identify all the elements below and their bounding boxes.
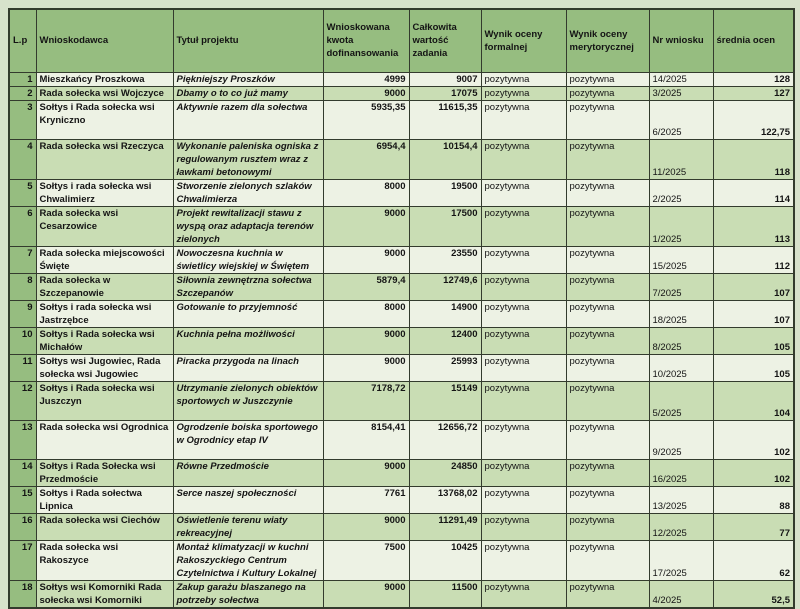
table-row: [9, 354, 794, 381]
cell-lp: 15: [9, 486, 36, 513]
cell-wnioskodawca: Rada sołecka wsi Ciechów: [36, 513, 173, 540]
cell-wynik-formalnej: pozytywna: [481, 513, 566, 540]
cell-calkowita-wartosc: 13768,02: [409, 486, 481, 513]
table-row: [9, 206, 794, 246]
cell-lp: 7: [9, 246, 36, 273]
cell-nr-wniosku: 1/2025: [649, 206, 713, 246]
table-row: [9, 420, 794, 459]
cell-calkowita-wartosc: 11500: [409, 580, 481, 608]
cell-wynik-formalnej: pozytywna: [481, 540, 566, 580]
cell-wynik-merytorycznej: pozytywna: [566, 327, 649, 354]
cell-nr-wniosku: 4/2025: [649, 580, 713, 608]
cell-wynik-merytorycznej: pozytywna: [566, 354, 649, 381]
cell-wnioskodawca: Rada sołecka w Szczepanowie: [36, 273, 173, 300]
cell-calkowita-wartosc: 17500: [409, 206, 481, 246]
table-row: [9, 72, 794, 86]
cell-srednia-ocen: 77: [713, 513, 794, 540]
cell-lp: 1: [9, 72, 36, 86]
cell-tytul-projektu: Oświetlenie terenu wiaty rekreacyjnej: [173, 513, 323, 540]
cell-tytul-projektu: Ogrodzenie boiska sportowego w Ogrodnicy etap IV: [173, 420, 323, 459]
cell-wynik-formalnej: pozytywna: [481, 486, 566, 513]
cell-tytul-projektu: Wykonanie paleniska ogniska z regulowanym rusztem wraz z ławkami betonowymi: [173, 139, 323, 179]
cell-wnioskowana-kwota: 9000: [323, 513, 409, 540]
cell-wnioskowana-kwota: 5879,4: [323, 273, 409, 300]
cell-nr-wniosku: 16/2025: [649, 459, 713, 486]
cell-nr-wniosku: 10/2025: [649, 354, 713, 381]
cell-wynik-formalnej: pozytywna: [481, 139, 566, 179]
cell-wnioskodawca: Rada sołecka wsi Ogrodnica: [36, 420, 173, 459]
cell-srednia-ocen: 107: [713, 273, 794, 300]
cell-calkowita-wartosc: 9007: [409, 72, 481, 86]
cell-srednia-ocen: 88: [713, 486, 794, 513]
table-row: [9, 580, 794, 608]
cell-lp: 6: [9, 206, 36, 246]
cell-wnioskodawca: Sołtys i Rada sołecka wsi Michałów: [36, 327, 173, 354]
cell-srednia-ocen: 112: [713, 246, 794, 273]
cell-wnioskodawca: Rada sołecka wsi Wojczyce: [36, 86, 173, 100]
cell-nr-wniosku: 15/2025: [649, 246, 713, 273]
cell-srednia-ocen: 122,75: [713, 100, 794, 139]
cell-lp: 8: [9, 273, 36, 300]
table-row: [9, 327, 794, 354]
table-row: [9, 540, 794, 580]
cell-srednia-ocen: 105: [713, 354, 794, 381]
cell-wynik-formalnej: pozytywna: [481, 179, 566, 206]
cell-wynik-merytorycznej: pozytywna: [566, 86, 649, 100]
cell-wynik-merytorycznej: pozytywna: [566, 72, 649, 86]
table-row: [9, 86, 794, 100]
cell-wnioskodawca: Sołtys i rada sołecka wsi Jastrzębce: [36, 300, 173, 327]
cell-lp: 13: [9, 420, 36, 459]
cell-lp: 3: [9, 100, 36, 139]
table-row: [9, 381, 794, 420]
col-header-calkowita-wartosc: Całkowita wartość zadania: [409, 9, 481, 72]
col-header-wnioskowana-kwota: Wnioskowana kwota dofinansowania: [323, 9, 409, 72]
table-header: [9, 9, 794, 72]
cell-wynik-merytorycznej: pozytywna: [566, 246, 649, 273]
cell-wynik-formalnej: pozytywna: [481, 327, 566, 354]
cell-wnioskodawca: Sołtys wsi Komorniki Rada sołecka wsi Komorniki: [36, 580, 173, 608]
cell-wynik-merytorycznej: pozytywna: [566, 381, 649, 420]
cell-nr-wniosku: 11/2025: [649, 139, 713, 179]
cell-wnioskodawca: Rada sołecka wsi Rakoszyce: [36, 540, 173, 580]
table-row: [9, 179, 794, 206]
cell-wynik-merytorycznej: pozytywna: [566, 206, 649, 246]
cell-calkowita-wartosc: 17075: [409, 86, 481, 100]
cell-calkowita-wartosc: 12400: [409, 327, 481, 354]
cell-calkowita-wartosc: 14900: [409, 300, 481, 327]
cell-wynik-merytorycznej: pozytywna: [566, 420, 649, 459]
cell-wnioskodawca: Mieszkańcy Proszkowa: [36, 72, 173, 86]
cell-calkowita-wartosc: 23550: [409, 246, 481, 273]
cell-nr-wniosku: 8/2025: [649, 327, 713, 354]
col-header-nr-wniosku: Nr wniosku: [649, 9, 713, 72]
cell-wynik-merytorycznej: pozytywna: [566, 540, 649, 580]
cell-wynik-formalnej: pozytywna: [481, 273, 566, 300]
table-row: [9, 513, 794, 540]
cell-wnioskodawca: Rada sołecka wsi Cesarzowice: [36, 206, 173, 246]
cell-wnioskowana-kwota: 9000: [323, 327, 409, 354]
cell-lp: 14: [9, 459, 36, 486]
cell-lp: 17: [9, 540, 36, 580]
col-header-srednia-ocen: średnia ocen: [713, 9, 794, 72]
cell-calkowita-wartosc: 24850: [409, 459, 481, 486]
cell-tytul-projektu: Utrzymanie zielonych obiektów sportowych w Juszczynie: [173, 381, 323, 420]
cell-wnioskowana-kwota: 7178,72: [323, 381, 409, 420]
table-row: [9, 246, 794, 273]
cell-wynik-merytorycznej: pozytywna: [566, 273, 649, 300]
cell-tytul-projektu: Zakup garażu blaszanego na potrzeby sołectwa: [173, 580, 323, 608]
cell-lp: 4: [9, 139, 36, 179]
cell-srednia-ocen: 52,5: [713, 580, 794, 608]
cell-wynik-formalnej: pozytywna: [481, 206, 566, 246]
cell-wynik-formalnej: pozytywna: [481, 300, 566, 327]
cell-lp: 12: [9, 381, 36, 420]
cell-srednia-ocen: 102: [713, 459, 794, 486]
cell-tytul-projektu: Równe Przedmoście: [173, 459, 323, 486]
header-row: [9, 9, 794, 72]
cell-calkowita-wartosc: 15149: [409, 381, 481, 420]
cell-wnioskodawca: Sołtys i Rada sołecka wsi Kryniczno: [36, 100, 173, 139]
cell-tytul-projektu: Siłownia zewnętrzna sołectwa Szczepanów: [173, 273, 323, 300]
cell-calkowita-wartosc: 11615,35: [409, 100, 481, 139]
cell-lp: 11: [9, 354, 36, 381]
cell-lp: 16: [9, 513, 36, 540]
cell-wnioskodawca: Sołtys i rada sołecka wsi Chwalimierz: [36, 179, 173, 206]
cell-tytul-projektu: Piękniejszy Proszków: [173, 72, 323, 86]
cell-calkowita-wartosc: 12749,6: [409, 273, 481, 300]
cell-wnioskowana-kwota: 8154,41: [323, 420, 409, 459]
col-header-wynik-merytorycznej: Wynik oceny merytorycznej: [566, 9, 649, 72]
cell-wnioskowana-kwota: 7500: [323, 540, 409, 580]
cell-lp: 10: [9, 327, 36, 354]
cell-nr-wniosku: 6/2025: [649, 100, 713, 139]
col-header-lp: L.p: [9, 9, 36, 72]
cell-calkowita-wartosc: 12656,72: [409, 420, 481, 459]
cell-srednia-ocen: 118: [713, 139, 794, 179]
cell-nr-wniosku: 12/2025: [649, 513, 713, 540]
cell-wnioskowana-kwota: 4999: [323, 72, 409, 86]
table-row: [9, 273, 794, 300]
cell-wnioskodawca: Sołtys i Rada sołectwa Lipnica: [36, 486, 173, 513]
cell-wynik-merytorycznej: pozytywna: [566, 580, 649, 608]
spreadsheet-print-area: [8, 8, 795, 609]
cell-srednia-ocen: 62: [713, 540, 794, 580]
cell-nr-wniosku: 2/2025: [649, 179, 713, 206]
cell-srednia-ocen: 114: [713, 179, 794, 206]
cell-calkowita-wartosc: 25993: [409, 354, 481, 381]
cell-srednia-ocen: 104: [713, 381, 794, 420]
cell-srednia-ocen: 128: [713, 72, 794, 86]
cell-wynik-formalnej: pozytywna: [481, 459, 566, 486]
cell-wynik-merytorycznej: pozytywna: [566, 513, 649, 540]
cell-wynik-formalnej: pozytywna: [481, 86, 566, 100]
table-row: [9, 459, 794, 486]
cell-nr-wniosku: 3/2025: [649, 86, 713, 100]
cell-wynik-formalnej: pozytywna: [481, 580, 566, 608]
cell-tytul-projektu: Gotowanie to przyjemność: [173, 300, 323, 327]
cell-tytul-projektu: Stworzenie zielonych szlaków Chwalimierza: [173, 179, 323, 206]
cell-tytul-projektu: Dbamy o to co już mamy: [173, 86, 323, 100]
cell-wnioskowana-kwota: 7761: [323, 486, 409, 513]
cell-nr-wniosku: 18/2025: [649, 300, 713, 327]
cell-wnioskowana-kwota: 9000: [323, 86, 409, 100]
table-row: [9, 486, 794, 513]
cell-wnioskowana-kwota: 9000: [323, 580, 409, 608]
cell-wnioskowana-kwota: 8000: [323, 179, 409, 206]
cell-nr-wniosku: 13/2025: [649, 486, 713, 513]
cell-tytul-projektu: Nowoczesna kuchnia w świetlicy wiejskiej w Świętem: [173, 246, 323, 273]
cell-wynik-merytorycznej: pozytywna: [566, 300, 649, 327]
cell-wnioskodawca: Rada sołecka miejscowości Święte: [36, 246, 173, 273]
cell-calkowita-wartosc: 11291,49: [409, 513, 481, 540]
cell-wnioskowana-kwota: 9000: [323, 354, 409, 381]
cell-wynik-merytorycznej: pozytywna: [566, 459, 649, 486]
cell-wynik-merytorycznej: pozytywna: [566, 100, 649, 139]
cell-wynik-formalnej: pozytywna: [481, 72, 566, 86]
cell-calkowita-wartosc: 19500: [409, 179, 481, 206]
col-header-wynik-formalnej: Wynik oceny formalnej: [481, 9, 566, 72]
cell-wnioskowana-kwota: 9000: [323, 459, 409, 486]
cell-nr-wniosku: 14/2025: [649, 72, 713, 86]
cell-nr-wniosku: 5/2025: [649, 381, 713, 420]
cell-srednia-ocen: 102: [713, 420, 794, 459]
cell-wnioskowana-kwota: 9000: [323, 206, 409, 246]
cell-srednia-ocen: 107: [713, 300, 794, 327]
cell-wnioskowana-kwota: 6954,4: [323, 139, 409, 179]
table-row: [9, 300, 794, 327]
cell-wnioskodawca: Rada sołecka wsi Rzeczyca: [36, 139, 173, 179]
table-row: [9, 100, 794, 139]
table-row: [9, 139, 794, 179]
cell-tytul-projektu: Piracka przygoda na linach: [173, 354, 323, 381]
cell-lp: 9: [9, 300, 36, 327]
cell-lp: 18: [9, 580, 36, 608]
cell-tytul-projektu: Projekt rewitalizacji stawu z wyspą oraz adaptacja terenów zielonych: [173, 206, 323, 246]
cell-calkowita-wartosc: 10425: [409, 540, 481, 580]
cell-wnioskowana-kwota: 9000: [323, 246, 409, 273]
cell-nr-wniosku: 9/2025: [649, 420, 713, 459]
projects-results-table: [8, 8, 795, 609]
cell-wynik-formalnej: pozytywna: [481, 420, 566, 459]
cell-calkowita-wartosc: 10154,4: [409, 139, 481, 179]
cell-wynik-formalnej: pozytywna: [481, 381, 566, 420]
cell-wynik-merytorycznej: pozytywna: [566, 179, 649, 206]
cell-tytul-projektu: Montaż klimatyzacji w kuchni Rakoszyckiego Centrum Czytelnictwa i Kultury Lokalnej: [173, 540, 323, 580]
cell-wnioskodawca: Sołtys i Rada Sołecka wsi Przedmoście: [36, 459, 173, 486]
cell-tytul-projektu: Kuchnia pełna możliwości: [173, 327, 323, 354]
cell-wynik-formalnej: pozytywna: [481, 100, 566, 139]
cell-srednia-ocen: 113: [713, 206, 794, 246]
cell-nr-wniosku: 17/2025: [649, 540, 713, 580]
cell-wynik-merytorycznej: pozytywna: [566, 139, 649, 179]
cell-tytul-projektu: Serce naszej społeczności: [173, 486, 323, 513]
cell-wynik-formalnej: pozytywna: [481, 246, 566, 273]
cell-wynik-merytorycznej: pozytywna: [566, 486, 649, 513]
cell-lp: 2: [9, 86, 36, 100]
cell-wnioskowana-kwota: 5935,35: [323, 100, 409, 139]
cell-nr-wniosku: 7/2025: [649, 273, 713, 300]
col-header-tytul-projektu: Tytuł projektu: [173, 9, 323, 72]
cell-srednia-ocen: 127: [713, 86, 794, 100]
cell-wnioskodawca: Sołtys wsi Jugowiec, Rada sołecka wsi Jugowiec: [36, 354, 173, 381]
col-header-wnioskodawca: Wnioskodawca: [36, 9, 173, 72]
table-body: [9, 72, 794, 608]
cell-wynik-formalnej: pozytywna: [481, 354, 566, 381]
cell-srednia-ocen: 105: [713, 327, 794, 354]
cell-tytul-projektu: Aktywnie razem dla sołectwa: [173, 100, 323, 139]
cell-wnioskodawca: Sołtys i Rada sołecka wsi Juszczyn: [36, 381, 173, 420]
cell-lp: 5: [9, 179, 36, 206]
cell-wnioskowana-kwota: 8000: [323, 300, 409, 327]
